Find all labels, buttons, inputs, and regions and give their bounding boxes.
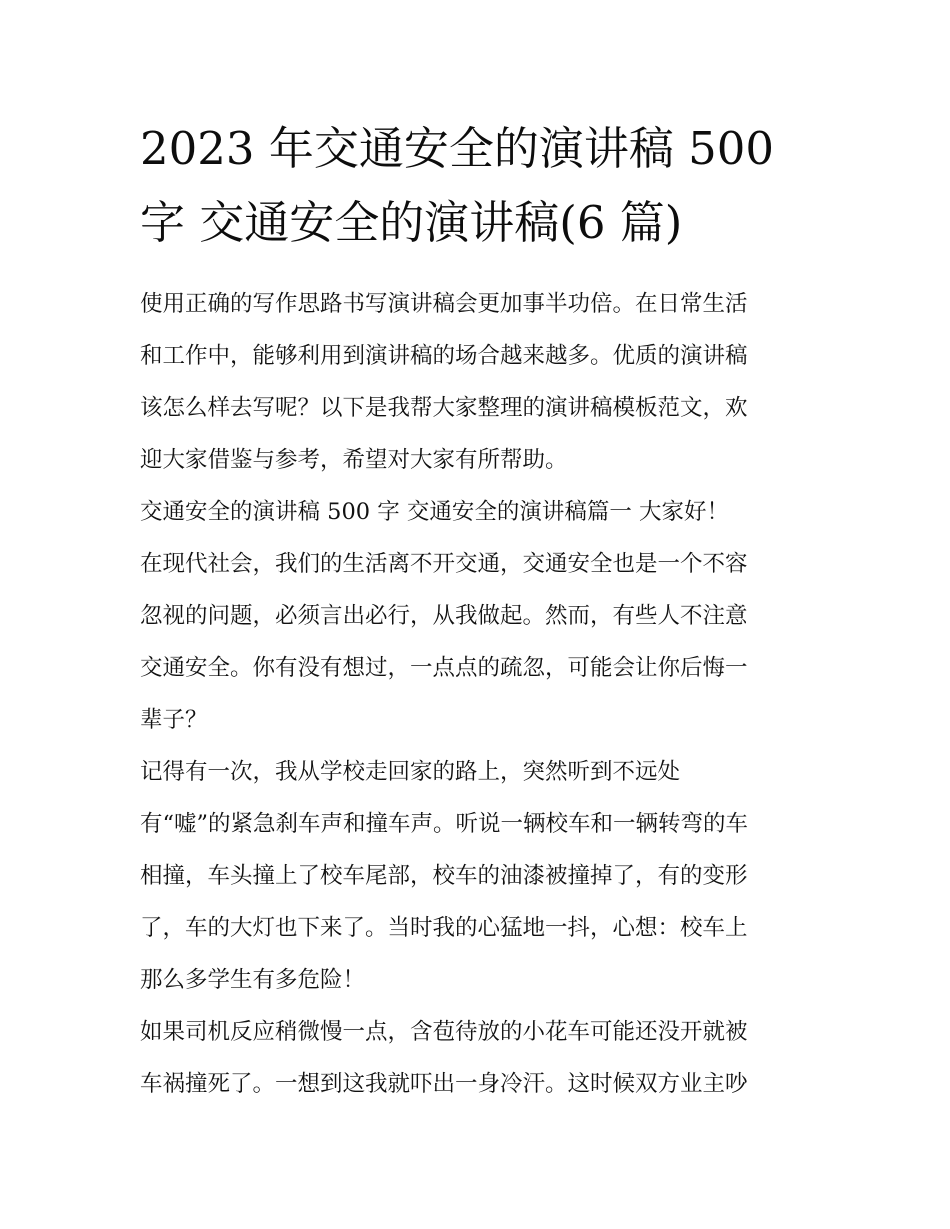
body-line: 记得有一次，我从学校走回家的路上，突然听到不远处	[140, 759, 681, 785]
document-page	[140, 112, 820, 1110]
body-line: 忽视的问题，必须言出必行，从我做起。然而，有些人不注意	[140, 603, 748, 629]
body-line: 和工作中，能够利用到演讲稿的场合越来越多。优质的演讲稿	[140, 343, 748, 369]
body-line: 了，车的大灯也下来了。当时我的心猛地一抖，心想：校车上	[140, 915, 748, 941]
body-line: 车祸撞死了。一想到这我就吓出一身冷汗。这时候双方业主吵	[140, 1071, 748, 1097]
body-line: 该怎么样去写呢？以下是我帮大家整理的演讲稿模板范文，欢	[140, 395, 748, 421]
body-line: 相撞，车头撞上了校车尾部，校车的油漆被撞掉了，有的变形	[140, 863, 748, 889]
body-line: 在现代社会，我们的生活离不开交通，交通安全也是一个不容	[140, 551, 748, 577]
title-line-1: 2023 年交通安全的演讲稿 500	[140, 122, 775, 175]
body-line: 那么多学生有多危险！	[140, 967, 366, 993]
body-line: 交通安全的演讲稿 500 字 交通安全的演讲稿篇一 大家好！	[140, 499, 730, 525]
document-title	[140, 112, 820, 260]
body-line: 迎大家借鉴与参考，希望对大家有所帮助。	[140, 447, 568, 473]
body-line: 如果司机反应稍微慢一点，含苞待放的小花车可能还没开就被	[140, 1019, 748, 1045]
body-line: 交通安全。你有没有想过，一点点的疏忽，可能会让你后悔一	[140, 655, 748, 681]
title-line-2: 字 交通安全的演讲稿(6 篇)	[140, 196, 683, 249]
body-line: 辈子？	[140, 707, 208, 733]
body-line: 使用正确的写作思路书写演讲稿会更加事半功倍。在日常生活	[140, 291, 748, 317]
body-line: 有“嘘”的紧急刹车声和撞车声。听说一辆校车和一辆转弯的车	[140, 811, 749, 837]
document-body	[140, 278, 820, 1110]
